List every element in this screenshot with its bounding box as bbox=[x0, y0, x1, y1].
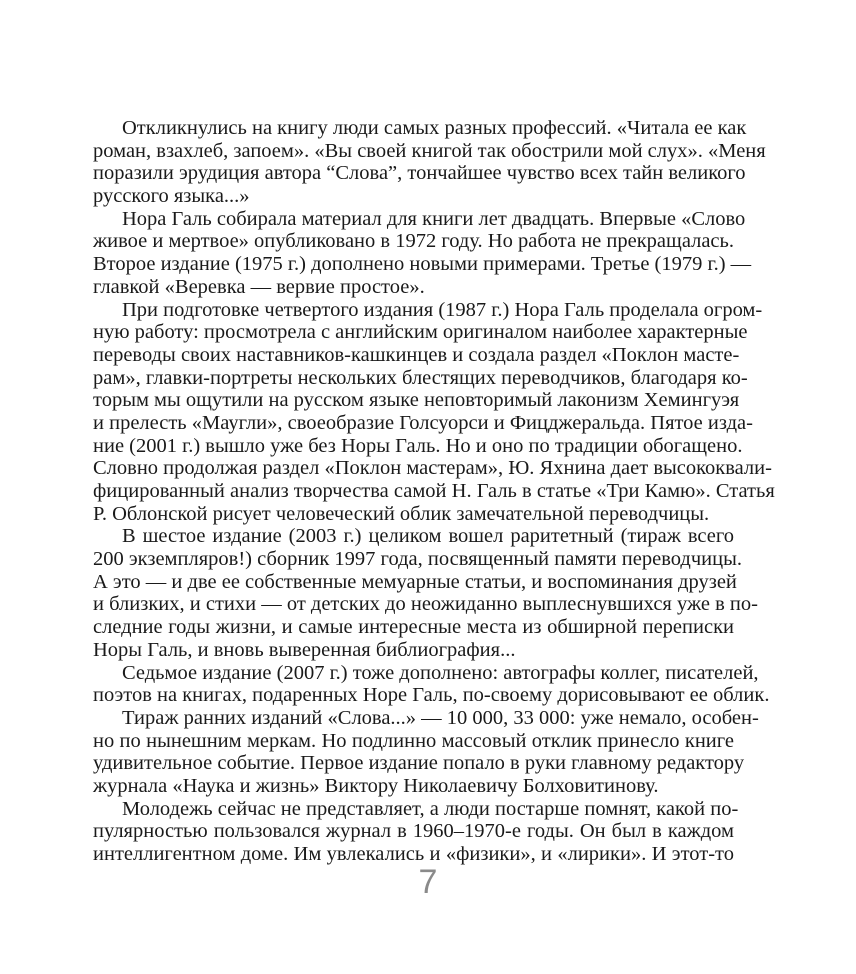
text-line: фицированный анализ творчества самой Н. Галь в статье «Три Камю». Статья bbox=[93, 480, 775, 502]
page-text bbox=[93, 117, 775, 866]
text-line: А это — и две ее собственные мемуарные статьи, и воспоминания друзей bbox=[93, 570, 737, 593]
page-number: 7 bbox=[418, 863, 438, 901]
text-line: Молодежь сейчас не представляет, а люди постарше помнят, какой по- bbox=[122, 797, 739, 820]
text-line: журнала «Наука и жизнь» Виктору Николаевичу Болховитинову. bbox=[93, 774, 659, 797]
text-line: русского языка...» bbox=[93, 185, 250, 208]
text-line: удивительное событие. Первое издание попало в руки главному редактору bbox=[93, 752, 745, 775]
text-line: интеллигентном доме. Им увлекались и «физики», и «лирики». И этот-то bbox=[93, 843, 734, 865]
text-line: и прелесть «Маугли», своеобразие Голсуорси и Фицджеральда. Пятое изда- bbox=[93, 411, 753, 434]
text-line: ную работу: просмотрела с английским оригиналом наиболее характерные bbox=[93, 321, 748, 344]
paragraph bbox=[93, 117, 766, 208]
text-line: пулярностью пользовался журнал в 1960–1970-е годы. Он был в каждом bbox=[93, 820, 734, 843]
paragraph bbox=[93, 661, 770, 707]
text-line: В шестое издание (2003 г.) целиком вошел раритетный (тираж всего bbox=[122, 525, 734, 548]
text-line: переводы своих наставников-кашкинцев и создала раздел «Поклон масте- bbox=[93, 343, 740, 366]
paragraph bbox=[93, 298, 775, 526]
text-line: следние годы жизни, и самые интересные места из обширной переписки bbox=[93, 616, 734, 639]
text-line: и близких, и стихи — от детских до неожиданно выплеснувшихся уже в по- bbox=[93, 593, 758, 616]
text-line: Откликнулись на книгу люди самых разных профессий. «Читала ее как bbox=[122, 117, 747, 139]
text-line: поэтов на книгах, подаренных Норе Галь, по-своему дорисовывают ее облик. bbox=[93, 684, 770, 707]
text-line: Седьмое издание (2007 г.) тоже дополнено: автографы коллег, писателей, bbox=[122, 661, 759, 684]
paragraph bbox=[93, 797, 739, 866]
text-line: рам», главки-портреты нескольких блестящих переводчиков, благодаря ко- bbox=[93, 366, 748, 389]
paragraph bbox=[93, 525, 758, 661]
text-line: главкой «Веревка — вервие простое». bbox=[93, 275, 425, 298]
paragraph bbox=[93, 706, 759, 798]
text-line: Словно продолжая раздел «Поклон мастерам», Ю. Яхнина дает высококвали- bbox=[93, 457, 772, 480]
paragraph bbox=[93, 207, 752, 299]
text-line: Нора Галь собирала материал для книги лет двадцать. Впервые «Слово bbox=[122, 207, 746, 230]
text-line: Норы Галь, и вновь выверенная библиография... bbox=[93, 638, 516, 661]
text-line: поразили эрудиция автора “Слова”, тончайшее чувство всех тайн великого bbox=[93, 162, 746, 185]
text-line: живое и мертвое» опубликовано в 1972 году. Но работа не прекращалась. bbox=[93, 230, 734, 253]
text-line: торым мы ощутили на русском языке неповторимый лаконизм Хемингуэя bbox=[93, 389, 740, 412]
text-line: При подготовке четвертого издания (1987 г.) Нора Галь проделала огром- bbox=[122, 298, 763, 321]
text-line: Второе издание (1975 г.) дополнено новыми примерами. Третье (1979 г.) — bbox=[93, 253, 752, 276]
text-line: роман, взахлеб, запоем». «Вы своей книгой так обострили мой слух». «Меня bbox=[93, 139, 766, 162]
text-line: Тираж ранних изданий «Слова...» — 10 000, 33 000: уже немало, особен- bbox=[122, 706, 759, 729]
text-line: но по нынешним меркам. Но подлинно массовый отклик принесло книге bbox=[93, 729, 734, 752]
text-line: Р. Облонской рисует человеческий облик замечательной переводчицы. bbox=[93, 502, 710, 525]
text-line: ние (2001 г.) вышло уже без Норы Галь. Но и оно по традиции обогащено. bbox=[93, 434, 743, 457]
text-line: 200 экземпляров!) сборник 1997 года, посвященный памяти переводчицы. bbox=[93, 548, 742, 571]
